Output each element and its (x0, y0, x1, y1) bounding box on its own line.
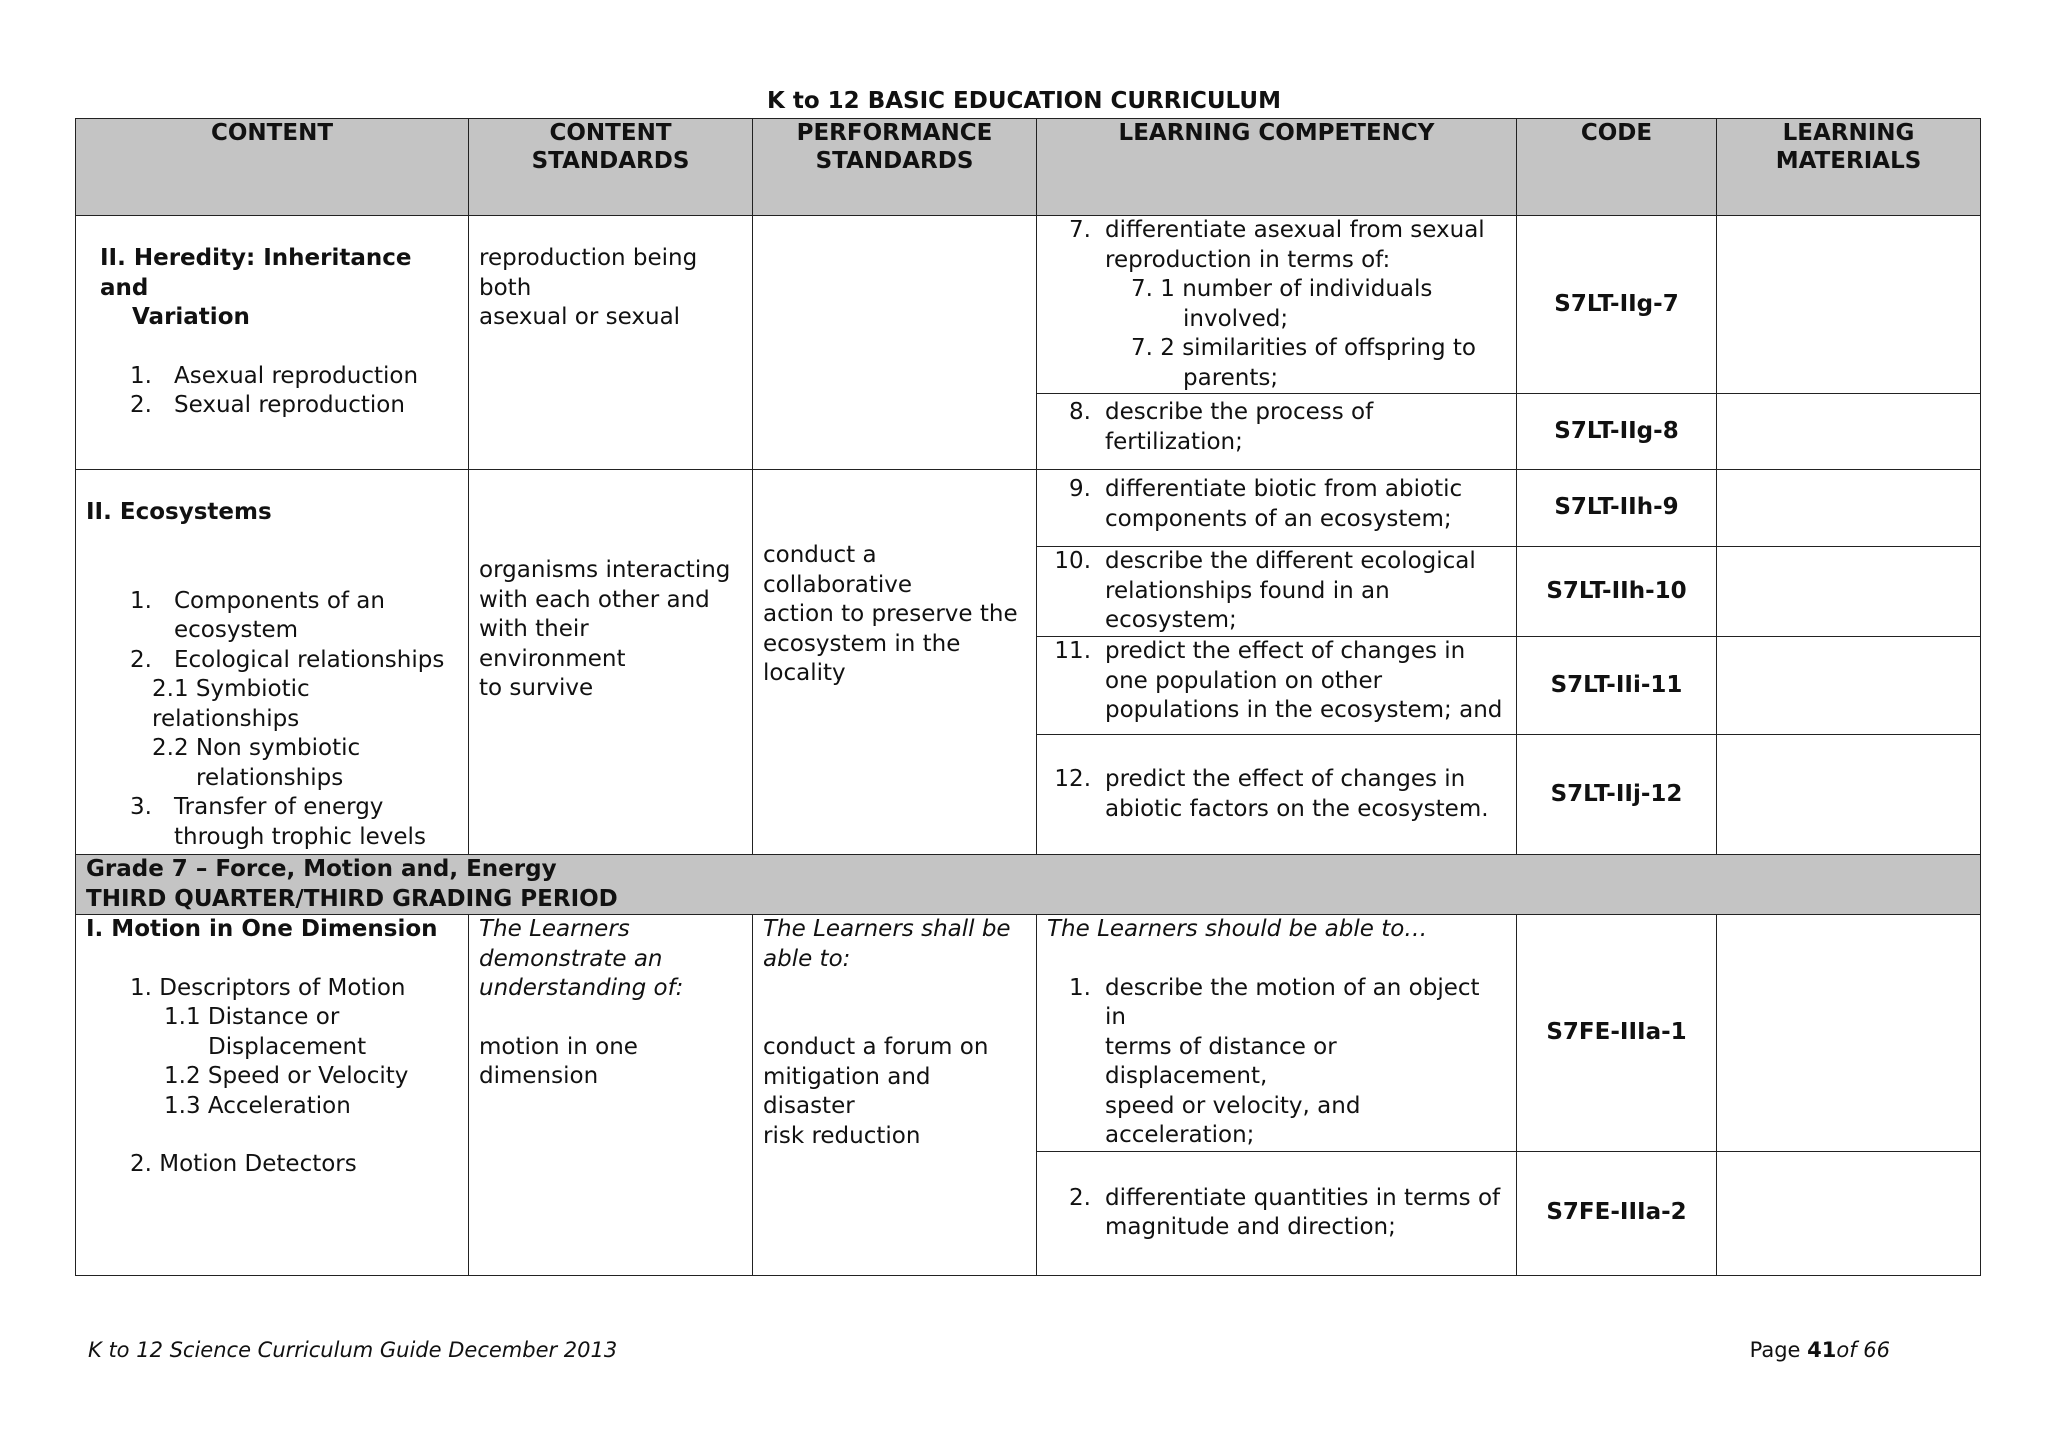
footer-guide-title: K to 12 Science Curriculum Guide December 2013 (88, 1338, 618, 1362)
code-cell: S7FE-IIIa-2 (1517, 1151, 1717, 1275)
code-cell: S7LT-IIh-10 (1517, 547, 1717, 637)
learning-materials-cell (1717, 547, 1981, 637)
code-cell: S7FE-IIIa-1 (1517, 915, 1717, 1152)
learning-materials-cell (1717, 735, 1981, 855)
code-cell: S7LT-IIi-11 (1517, 637, 1717, 735)
header-code: CODE (1517, 119, 1717, 216)
header-learning-competency: LEARNING COMPETENCY (1037, 119, 1517, 216)
heredity-content: II. Heredity: Inheritance and Variation 1. Asexual reproduction 2. Sexual reproduction (76, 216, 469, 470)
heredity-content-standard: reproduction being both asexual or sexual (469, 216, 753, 470)
grade-row (76, 855, 1981, 915)
ecosystems-content-standard: organisms interacting with each other and with their environment to survive (469, 470, 753, 855)
motion-content: I. Motion in One Dimension 1. Descriptors of Motion 1.1 Distance or Displacement 1.2 Speed or Velocity 1.3 Acceleration 2. Motion Detectors (76, 915, 469, 1276)
grade-heading: Grade 7 – Force, Motion and, Energy THIRD QUARTER/THIRD GRADING PERIOD (76, 855, 1981, 915)
learning-materials-cell (1717, 394, 1981, 470)
code-cell: S7LT-IIj-12 (1517, 735, 1717, 855)
learning-materials-cell (1717, 637, 1981, 735)
learning-competency-8: 8. describe the process of fertilization; (1037, 394, 1517, 470)
header-content-standards: CONTENT STANDARDS (469, 119, 753, 216)
document-title: K to 12 BASIC EDUCATION CURRICULUM (767, 88, 1281, 114)
header-content: CONTENT (76, 119, 469, 216)
ecosystems-content: II. Ecosystems 1. Components of an ecosystem 2. Ecological relationships 2.1 Symbiotic relationships 2.2 Non symbiotic relationships 3. Transfer of energy through trophic levels (76, 470, 469, 855)
header-learning-materials: LEARNING MATERIALS (1717, 119, 1981, 216)
learning-competency-11: 11. predict the effect of changes in one population on other populations in the ecosystem; and (1037, 637, 1517, 735)
learning-competency-motion-1: The Learners should be able to… 1. describe the motion of an object in terms of distance or displacement, speed or velocity, and acceleration; (1037, 915, 1517, 1152)
code-cell: S7LT-IIg-8 (1517, 394, 1717, 470)
learning-materials-cell (1717, 1151, 1981, 1275)
curriculum-table (75, 118, 1981, 1276)
header-row (76, 119, 1981, 216)
table-row (76, 915, 1981, 1152)
code-cell: S7LT-IIg-7 (1517, 216, 1717, 394)
code-cell: S7LT-IIh-9 (1517, 470, 1717, 547)
learning-materials-cell (1717, 216, 1981, 394)
header-performance-standards: PERFORMANCE STANDARDS (753, 119, 1037, 216)
learning-competency-7: 7. differentiate asexual from sexual reproduction in terms of: 7. 1 number of individuals involved; 7. 2 similarities of offspring to parents; (1037, 216, 1517, 394)
learning-competency-12: 12. predict the effect of changes in abiotic factors on the ecosystem. (1037, 735, 1517, 855)
learning-competency-9: 9. differentiate biotic from abiotic components of an ecosystem; (1037, 470, 1517, 547)
motion-performance-standard: The Learners shall be able to: conduct a forum on mitigation and disaster risk reduction (753, 915, 1037, 1276)
learning-competency-motion-2: 2. differentiate quantities in terms of magnitude and direction; (1037, 1151, 1517, 1275)
learning-materials-cell (1717, 915, 1981, 1152)
learning-materials-cell (1717, 470, 1981, 547)
footer-page-number: Page 41of 66 (1749, 1338, 1890, 1362)
motion-content-standard: The Learners demonstrate an understanding of: motion in one dimension (469, 915, 753, 1276)
table-row (76, 216, 1981, 394)
heredity-performance-standard (753, 216, 1037, 470)
learning-competency-10: 10. describe the different ecological relationships found in an ecosystem; (1037, 547, 1517, 637)
ecosystems-performance-standard: conduct a collaborative action to preserve the ecosystem in the locality (753, 470, 1037, 855)
table-row (76, 470, 1981, 547)
